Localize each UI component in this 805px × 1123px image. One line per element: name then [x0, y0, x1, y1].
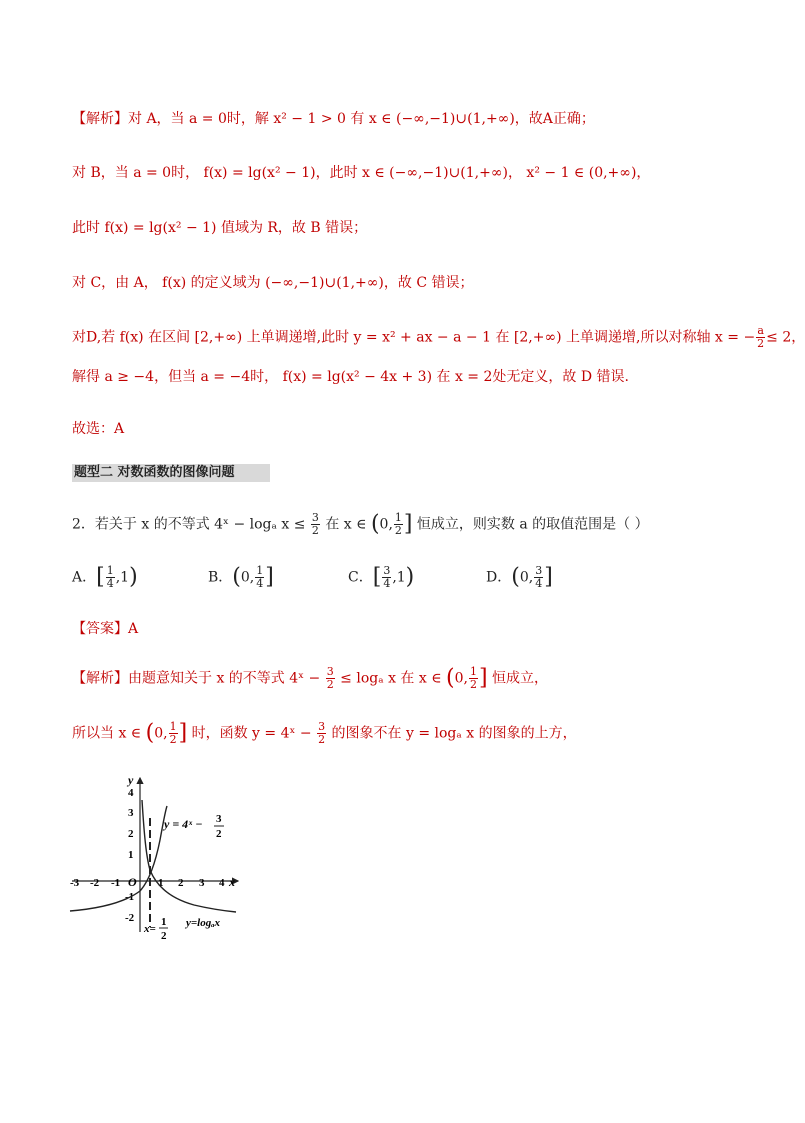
vline-frac-num: 1: [161, 916, 167, 928]
y-tick: 3: [128, 807, 134, 819]
q2-interval-fraction: $\frac{1}{2}$: [394, 511, 402, 537]
answer-tag: 【答案】: [72, 621, 128, 637]
q2-mid: 在 x ∈: [320, 516, 371, 533]
x-tick: 4: [219, 877, 225, 889]
exp-curve-label: y = 4ˣ −: [164, 817, 203, 831]
q2-prefix: 2．若关于 x 的不等式 4ˣ − logₐ x ≤: [72, 516, 310, 533]
analysis2-line-2: 所以当 x ∈ (0, $\frac{1}{2}$ ] 时，函数 y = 4ˣ − $\frac{3}{2}$ 的图象不在 y = logₐ x 的图象的上方，: [72, 720, 577, 746]
choice-b: B．(0, $\frac{1}{4}$ ]: [208, 564, 274, 590]
x-tick: 2: [178, 877, 184, 889]
function-graph: [66, 772, 266, 947]
analysis2-tag: 【解析】: [72, 670, 128, 687]
choice-b-fraction: $\frac{1}{4}$: [256, 564, 264, 590]
y-tick: 1: [128, 849, 134, 861]
exponential-curve: [70, 806, 167, 911]
y-tick: 2: [128, 828, 134, 840]
vline-frac-den: 2: [161, 930, 167, 942]
vline-label: x=: [144, 923, 156, 935]
analysis-line-7: 故选：A: [72, 421, 125, 437]
analysis-line-5: [72, 325, 805, 350]
x-tick: 1: [158, 877, 164, 889]
analysis-text-5: 对D,若 f(x) 在区间 [2,+∞) 上单调递增,此时 y = x² + ax − a − 1 在 [2,+∞) 上单调递增,所以对称轴 x = −: [72, 329, 756, 346]
analysis-tag: 【解析】: [72, 111, 128, 127]
analysis2-fraction-1: $\frac{3}{2}$: [326, 665, 334, 691]
analysis2-fraction-2: $\frac{3}{2}$: [318, 720, 326, 746]
choice-d: D．(0, $\frac{3}{4}$ ]: [486, 564, 553, 590]
q2-interval-open: (: [370, 511, 380, 537]
y-tick: 4: [128, 787, 134, 799]
analysis-text-1: 对 A，当 a = 0时，解 x² − 1 > 0 有 x ∈ (−∞,−1)∪(1,+∞)，故A正确；: [128, 111, 595, 127]
choice-a: A．[ $\frac{1}{4}$ ,1): [72, 564, 138, 590]
x-tick: -3: [70, 877, 80, 889]
sym-axis-fraction: $\frac{a}{2}$: [757, 324, 765, 350]
choice-d-fraction: $\frac{3}{4}$: [535, 564, 543, 590]
analysis-line-1: [72, 108, 595, 130]
x-tick: 3: [199, 877, 205, 889]
answer-line: [72, 618, 138, 640]
q2-suffix: 恒成立，则实数 a 的取值范围是（ ）: [412, 516, 649, 533]
log-curve-label: y=logₐx: [186, 917, 220, 929]
choice-c-fraction: $\frac{3}{4}$: [383, 564, 391, 590]
analysis-text-5-tail: ≤ 2，: [766, 329, 805, 346]
y-axis-label: y: [128, 773, 134, 787]
exp-curve-frac-den: 2: [216, 828, 222, 840]
analysis-line-2: 对 B，当 a = 0时， f(x) = lg(x² − 1)，此时 x ∈ (−∞,−1)∪(1,+∞)， x² − 1 ∈ (0,+∞)，: [72, 165, 651, 181]
analysis2-interval-fraction-2: $\frac{1}{2}$: [169, 720, 177, 746]
analysis-line-6: 解得 a ≥ −4，但当 a = −4时， f(x) = lg(x² − 4x + 3) 在 x = 2处无定义，故 D 错误.: [72, 369, 629, 385]
analysis2-line-1: 【解析】由题意知关于 x 的不等式 4ˣ − $\frac{3}{2}$ ≤ logₐ x 在 x ∈ (0, $\frac{1}{2}$ ] 恒成立，: [72, 665, 549, 691]
y-tick: -2: [125, 912, 135, 924]
y-tick: -1: [125, 891, 135, 903]
choice-c: C．[ $\frac{3}{4}$ ,1): [348, 564, 415, 590]
origin-label: O: [128, 875, 137, 889]
analysis2-interval-fraction-1: $\frac{1}{2}$: [469, 665, 477, 691]
x-axis-label: x: [229, 875, 235, 889]
section-title: 题型二 对数函数的图像问题: [72, 464, 270, 482]
answer-value: A: [128, 621, 139, 637]
x-tick: -2: [90, 877, 100, 889]
q2-fraction: $\frac{3}{2}$: [311, 511, 319, 537]
exp-curve-frac-num: 3: [216, 813, 222, 825]
analysis-line-4: 对 C，由 A， f(x) 的定义域为 (−∞,−1)∪(1,+∞)，故 C 错误；: [72, 275, 474, 291]
choice-a-fraction: $\frac{1}{4}$: [106, 564, 114, 590]
analysis-line-3: 此时 f(x) = lg(x² − 1) 值域为 R，故 B 错误；: [72, 220, 368, 236]
x-tick: -1: [111, 877, 121, 889]
q2-interval-close: ]: [403, 511, 413, 537]
question-2: 2．若关于 x 的不等式 4ˣ − logₐ x ≤ $\frac{3}{2}$ 在 x ∈ (0, $\frac{1}{2}$ ] 恒成立，则实数 a 的取值范围是（ ）: [72, 511, 649, 537]
